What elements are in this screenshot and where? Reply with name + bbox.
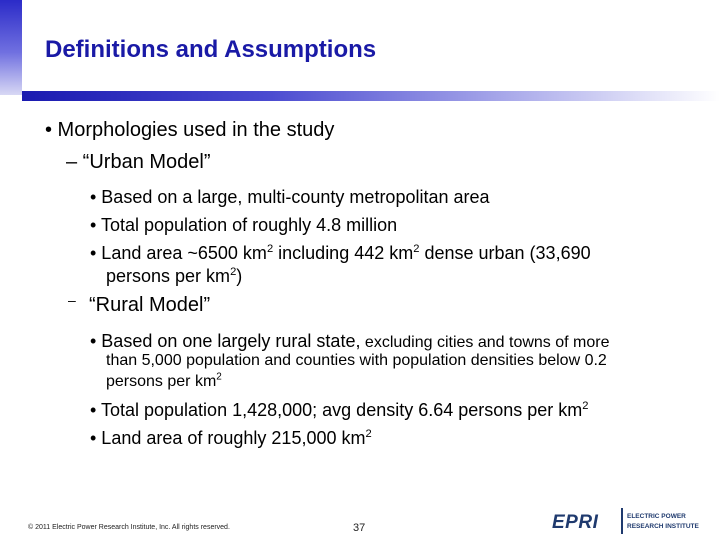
page-number: 37 [353, 522, 366, 534]
text-segment: persons per km [106, 266, 231, 286]
bullet-urban-basis: • Based on a large, multi-county metropolitan area [90, 187, 490, 207]
text-segment: • Land area ~6500 km [90, 243, 267, 263]
text-segment: • Based on one largely rural state, [90, 331, 361, 351]
epri-logo [552, 507, 702, 535]
slide-title: Definitions and Assumptions [45, 36, 377, 63]
copyright-footer: © 2011 Electric Power Research Institute, Inc. All rights reserved. [28, 524, 230, 531]
text-segment: dense urban (33,690 [419, 243, 591, 263]
bullet-rural-population [90, 400, 589, 421]
bullet-rural-basis [90, 331, 609, 352]
bullet-urban-population: • Total population of roughly 4.8 million [90, 215, 398, 235]
text-segment: persons per km [106, 373, 217, 390]
rural-model-dash: – [68, 292, 76, 308]
superscript: 2 [230, 266, 237, 278]
left-accent-bar [0, 0, 22, 95]
logo-line-1: ELECTRIC POWER [627, 513, 686, 520]
bullet-rural-land-area [90, 428, 372, 449]
epri-logo-mark: EPRI [552, 512, 599, 533]
superscript: 2 [413, 243, 420, 255]
text-segment: • Total population 1,428,000; avg density 6.64 persons per km [90, 400, 583, 420]
sub-bullet-rural-model: “Rural Model” [89, 294, 211, 316]
logo-line-2: RESEARCH INSTITUTE [627, 523, 699, 530]
superscript: 2 [216, 371, 222, 383]
text-segment: • Land area of roughly 215,000 km [90, 428, 366, 448]
title-underline [22, 91, 720, 101]
bullet-rural-basis-cont-2 [106, 373, 222, 391]
bullet-rural-basis-cont: than 5,000 population and counties with population densities below 0.2 [106, 352, 607, 369]
superscript: 2 [266, 243, 274, 255]
text-segment: ) [236, 266, 243, 286]
text-segment: including 442 km [273, 243, 414, 263]
bullet-urban-land-area [90, 243, 591, 264]
bullet-morphologies: • Morphologies used in the study [45, 119, 335, 141]
bullet-urban-land-area-cont [106, 266, 242, 287]
superscript: 2 [582, 400, 589, 412]
text-segment: excluding cities and towns of more [360, 334, 610, 351]
logo-divider [621, 508, 623, 534]
superscript: 2 [365, 428, 372, 440]
sub-bullet-urban-model: – “Urban Model” [66, 151, 211, 173]
